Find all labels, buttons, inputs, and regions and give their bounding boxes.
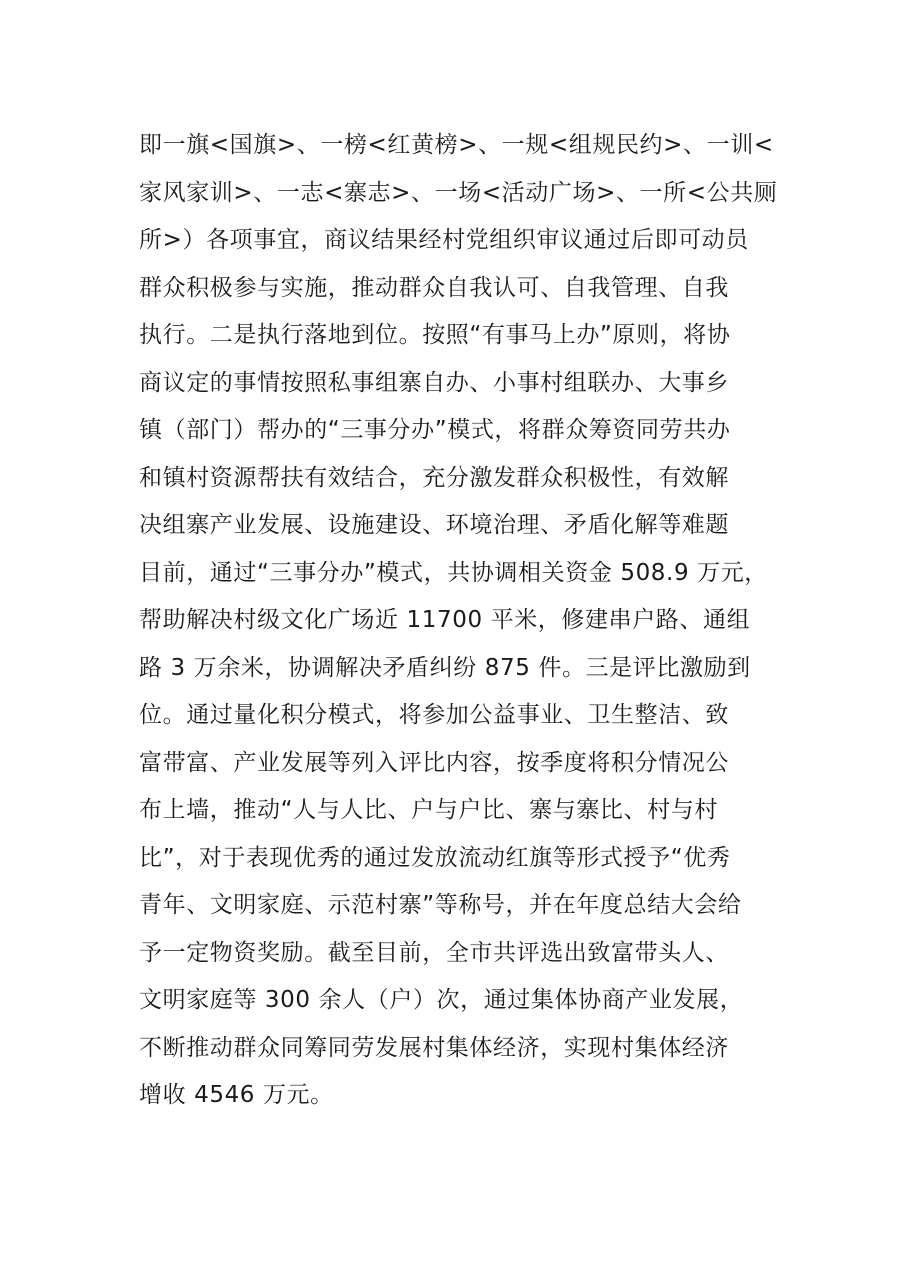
text-line: 路 3 万余米，协调解决矛盾纠纷 875 件。三是评比激励到 <box>139 654 751 681</box>
text-line: 文明家庭等 300 余人（户）次，通过集体协商产业发展， <box>139 987 744 1013</box>
text-line: 青年、文明家庭、示范村寨”等称号，并在年度总结大会给 <box>139 892 742 918</box>
text-line: 执行。二是执行落地到位。按照“有事马上办”原则，将协 <box>139 322 731 348</box>
text-line: 不断推动群众同筹同劳发展村集体经济，实现村集体经济 <box>139 1034 729 1061</box>
text-line: 增收 4546 万元。 <box>139 1082 334 1108</box>
text-line: 帮助解决村级文化广场近 11700 平米，修建串户路、通组 <box>139 607 751 633</box>
text-line: 镇（部门）帮办的“三事分办”模式，将群众筹资同劳共办 <box>139 417 731 443</box>
body-paragraph <box>139 122 779 1120</box>
text-line: 比”，对于表现优秀的通过发放流动红旗等形式授予“优秀 <box>139 844 731 871</box>
text-line: 和镇村资源帮扶有效结合，充分激发群众积极性，有效解 <box>139 464 729 491</box>
text-line: 富带富、产业发展等列入评比内容，按季度将积分情况公 <box>139 749 729 776</box>
text-line: 布上墙，推动“人与人比、户与户比、寨与寨比、村与村 <box>139 797 718 823</box>
text-line: 予一定物资奖励。截至目前，全市共评选出致富带头人、 <box>139 939 729 966</box>
text-line: 决组寨产业发展、设施建设、环境治理、矛盾化解等难题 <box>139 512 729 538</box>
text-line: 即一旗<国旗>、一榜<红黄榜>、一规<组规民约>、一训< <box>139 132 774 158</box>
text-line: 所>）各项事宜，商议结果经村党组织审议通过后即可动员 <box>139 227 749 253</box>
text-line: 群众积极参与实施，推动群众自我认可、自我管理、自我 <box>139 274 729 301</box>
text-line: 位。通过量化积分模式，将参加公益事业、卫生整洁、致 <box>139 702 729 728</box>
text-line: 家风家训>、一志<寨志>、一场<活动广场>、一所<公共厕 <box>139 179 778 206</box>
text-line: 商议定的事情按照私事组寨自办、小事村组联办、大事乡 <box>139 369 729 396</box>
text-line: 目前，通过“三事分办”模式，共协调相关资金 508.9 万元， <box>139 559 768 586</box>
